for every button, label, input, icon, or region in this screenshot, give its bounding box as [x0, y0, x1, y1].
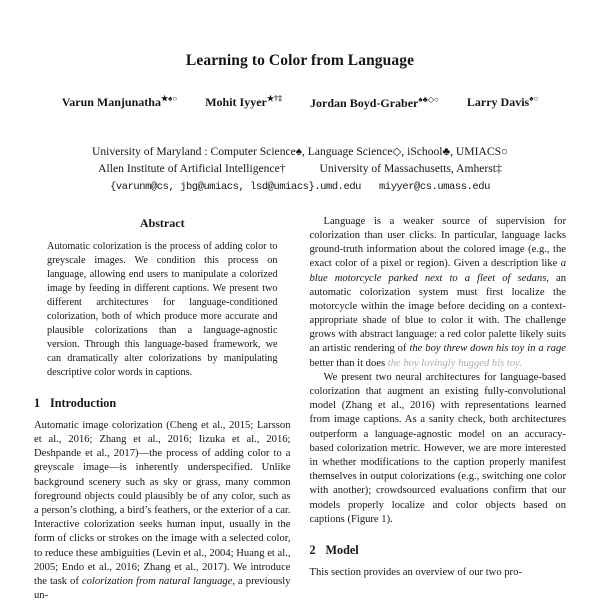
abstract-text: Automatic colorization is the process of adding color to greyscale images. We condition this process on language, allowing end users to manipulate a colorized image by feeding in different captions. We present two different architectures for language-conditioned colorization, both of which produce more accurate and plausible colorizations than a language-agnostic version. Through this language-based framework, we can dramatically alter colorizations by manipulating descriptive color words in captions.: [47, 240, 278, 378]
author-2-name: Mohit Iyyer: [205, 95, 267, 109]
author-1-name: Varun Manjunatha: [61, 95, 161, 109]
section-heading-model: [310, 542, 567, 558]
emails-umd: {varunm@cs, jbg@umiacs, lsd@umiacs}.umd.edu: [110, 180, 362, 193]
right-paragraph-1: [310, 215, 567, 371]
author-1: [62, 94, 178, 111]
author-3-name: Jordan Boyd-Graber: [310, 96, 419, 110]
author-1-marks: ★♠○: [160, 94, 178, 103]
rc-p1-text-2: , an automatic colorization system must first localize the motorcycle within the image before deciding on a context-appropriate shade of blue to color it with. The challenge grows with abstract language: a red color palette likely suits an artistic rendering of: [309, 272, 566, 355]
section-number: 1: [34, 395, 41, 410]
section-heading-introduction: [34, 395, 291, 411]
column-right: [310, 215, 567, 600]
author-3-marks: ♠♣◇○: [418, 95, 439, 104]
rc-p1-italic-motorcycle: a blue motorcycle parked next to a fleet of sedans: [309, 258, 566, 284]
author-4: [467, 94, 538, 111]
two-column-body: [34, 215, 566, 600]
affiliation-allen-institute: Allen Institute of Artificial Intelligence†: [98, 162, 286, 176]
author-4-marks: ♠○: [529, 94, 539, 103]
rc-p1-text-1: Language is a weaker source of supervision for colorization than user clicks. In particular, language lacks ground-truth information about the colored image (e.g., the exact color of a pixel or region). Given a description like: [309, 215, 566, 270]
rc-p1-gray-italic-hugged: the boy lovingly hugged his toy.: [387, 357, 522, 369]
email-umass: miyyer@cs.umass.edu: [379, 180, 490, 193]
intro-p1-text: Automatic image colorization (Cheng et al., 2015; Larsson et al., 2016; Zhang et al., 2016; Iizuka et al., 2016; Deshpande et al., 2017)—the process of adding color to a greyscale image—is inherently underspecified. Unlike background scenery such as sky or grass, many common foreground objects could plausibly be of any color, such as a person’s clothing, a bird’s feathers, or the exterior of a car. Interactive colorization seeks human input, usually in the form of clicks or strokes on the image with a selected color, to reduce these ambiguities (Levin et al., 2004; Huang et al., 2005; Endo et al., 2016; Zhang et al., 2017). We introduce the task of: [34, 419, 291, 587]
section-number: 2: [309, 542, 316, 557]
affiliation-line-2: [34, 160, 566, 177]
intro-paragraph: [34, 419, 291, 600]
rc-p1-text-3: better than it does: [309, 357, 388, 369]
rc-p1-italic-rage: the boy threw down his toy in a rage: [409, 343, 566, 355]
email-line: [34, 181, 566, 193]
author-4-name: Larry Davis: [466, 95, 530, 109]
model-paragraph-partial: This section provides an overview of our two pro-: [309, 567, 522, 579]
intro-p1-italic-phrase: colorization from natural language: [81, 575, 233, 587]
paper-title: Learning to Color from Language: [185, 52, 415, 69]
affiliation-line-1: University of Maryland : Computer Science♠, Language Science◇, iSchool♣, UMIACS○: [91, 145, 509, 158]
author-2-marks: ★†‡: [266, 94, 283, 103]
author-2: [205, 94, 282, 111]
affiliations: [34, 143, 566, 178]
author-3: [310, 94, 439, 111]
affiliation-umass: University of Massachusetts, Amherst‡: [319, 162, 502, 176]
right-paragraph-2: We present two neural architectures for language-based colorization that augment an existing fully-convolutional model (Zhang et al., 2016) with representations learned from image captions. As a sanity check, both architectures outperform a language-agnostic model on an accuracy-based colorization metric. However, we are more interested in whether modifications to the caption properly manifest themselves in output colorizations (e.g., switching one color with another); crowdsourced evaluations confirm that our models properly localize and color objects based on captions (Figure 1).: [309, 371, 566, 525]
intro-p1-tail: , a previously un-: [34, 575, 291, 600]
abstract-heading: Abstract: [139, 215, 185, 230]
section-title: Introduction: [50, 395, 117, 410]
author-row: [34, 94, 566, 111]
column-left: [34, 215, 291, 600]
section-title: Model: [325, 542, 359, 557]
